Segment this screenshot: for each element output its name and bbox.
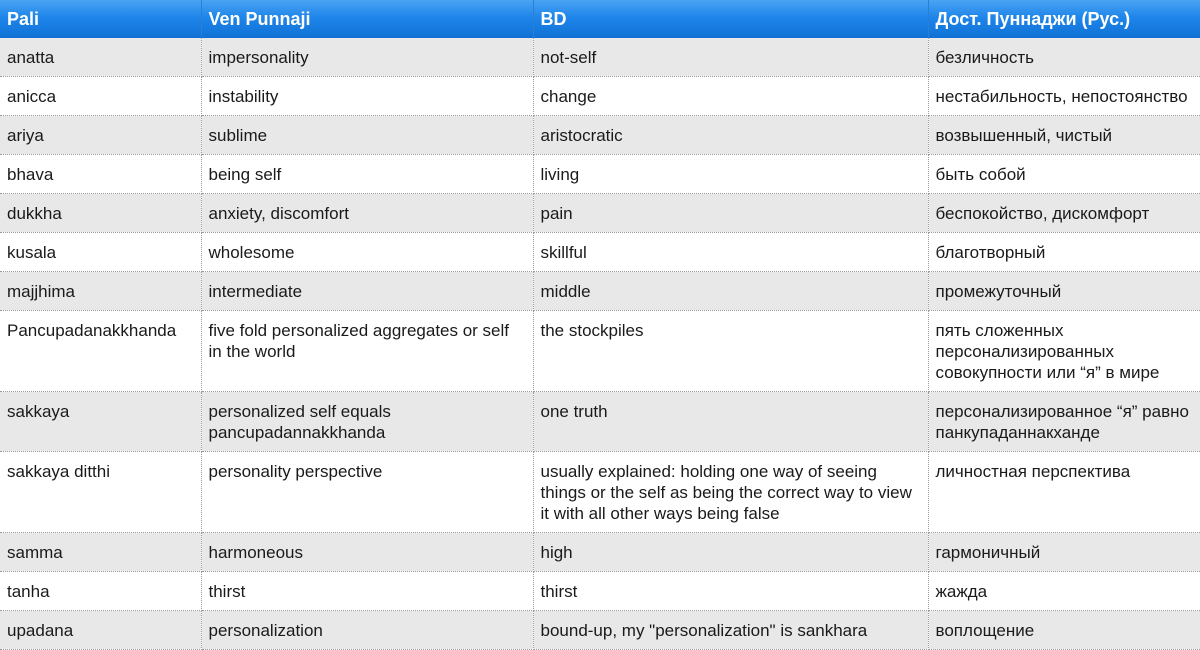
cell-bd[interactable]: living [533,155,928,194]
cell-russian[interactable]: воплощение [928,611,1200,650]
cell-bd[interactable]: aristocratic [533,116,928,155]
cell-ven-punnaji[interactable]: intermediate [201,272,533,311]
cell-ven-punnaji[interactable]: sublime [201,116,533,155]
cell-pali[interactable]: samma [0,533,201,572]
cell-bd[interactable]: not-self [533,38,928,77]
cell-ven-punnaji[interactable]: five fold personalized aggregates or self in the world [201,311,533,392]
cell-russian[interactable]: пять сложенных персонализированных совокупности или “я” в мире [928,311,1200,392]
cell-pali[interactable]: kusala [0,233,201,272]
table-row[interactable] [0,533,1200,572]
cell-ven-punnaji[interactable]: impersonality [201,38,533,77]
column-header-ven-punnaji[interactable]: Ven Punnaji [201,0,533,38]
cell-pali[interactable]: anicca [0,77,201,116]
cell-pali[interactable]: sakkaya ditthi [0,452,201,533]
cell-ven-punnaji[interactable]: anxiety, discomfort [201,194,533,233]
cell-russian[interactable]: гармоничный [928,533,1200,572]
cell-ven-punnaji[interactable]: personalization [201,611,533,650]
table-row[interactable] [0,311,1200,392]
cell-russian[interactable]: возвышенный, чистый [928,116,1200,155]
cell-russian[interactable]: быть собой [928,155,1200,194]
cell-pali[interactable]: tanha [0,572,201,611]
cell-pali[interactable]: majjhima [0,272,201,311]
column-header-pali[interactable]: Pali [0,0,201,38]
table-row[interactable] [0,233,1200,272]
column-header-russian[interactable]: Дост. Пуннаджи (Рус.) [928,0,1200,38]
cell-pali[interactable]: anatta [0,38,201,77]
cell-pali[interactable]: dukkha [0,194,201,233]
cell-bd[interactable]: usually explained: holding one way of seeing things or the self as being the correct way to view it with all other ways being false [533,452,928,533]
header-row [0,0,1200,38]
table-row[interactable] [0,116,1200,155]
cell-bd[interactable]: pain [533,194,928,233]
table-row[interactable] [0,77,1200,116]
cell-russian[interactable]: промежуточный [928,272,1200,311]
cell-russian[interactable]: персонализированное “я” равно панкупаданнакханде [928,392,1200,452]
cell-bd[interactable]: high [533,533,928,572]
cell-ven-punnaji[interactable]: harmoneous [201,533,533,572]
cell-pali[interactable]: Pancupadanakkhanda [0,311,201,392]
table-row[interactable] [0,452,1200,533]
table-row[interactable] [0,572,1200,611]
cell-russian[interactable]: личностная перспектива [928,452,1200,533]
cell-ven-punnaji[interactable]: being self [201,155,533,194]
cell-bd[interactable]: change [533,77,928,116]
cell-russian[interactable]: безличность [928,38,1200,77]
cell-ven-punnaji[interactable]: personality perspective [201,452,533,533]
cell-bd[interactable]: one truth [533,392,928,452]
cell-pali[interactable]: upadana [0,611,201,650]
table-row[interactable] [0,194,1200,233]
cell-russian[interactable]: благотворный [928,233,1200,272]
table-row[interactable] [0,272,1200,311]
cell-russian[interactable]: жажда [928,572,1200,611]
table-row[interactable] [0,611,1200,650]
cell-pali[interactable]: sakkaya [0,392,201,452]
cell-bd[interactable]: thirst [533,572,928,611]
column-header-bd[interactable]: BD [533,0,928,38]
cell-ven-punnaji[interactable]: personalized self equals pancupadannakkhanda [201,392,533,452]
table-row[interactable] [0,155,1200,194]
cell-ven-punnaji[interactable]: instability [201,77,533,116]
cell-pali[interactable]: ariya [0,116,201,155]
cell-russian[interactable]: беспокойство, дискомфорт [928,194,1200,233]
cell-russian[interactable]: нестабильность, непостоянство [928,77,1200,116]
cell-bd[interactable]: bound-up, my "personalization" is sankhara [533,611,928,650]
table-row[interactable] [0,38,1200,77]
table-body [0,38,1200,650]
cell-bd[interactable]: skillful [533,233,928,272]
cell-ven-punnaji[interactable]: wholesome [201,233,533,272]
cell-bd[interactable]: middle [533,272,928,311]
table-header [0,0,1200,38]
table-row[interactable] [0,392,1200,452]
cell-pali[interactable]: bhava [0,155,201,194]
cell-ven-punnaji[interactable]: thirst [201,572,533,611]
cell-bd[interactable]: the stockpiles [533,311,928,392]
